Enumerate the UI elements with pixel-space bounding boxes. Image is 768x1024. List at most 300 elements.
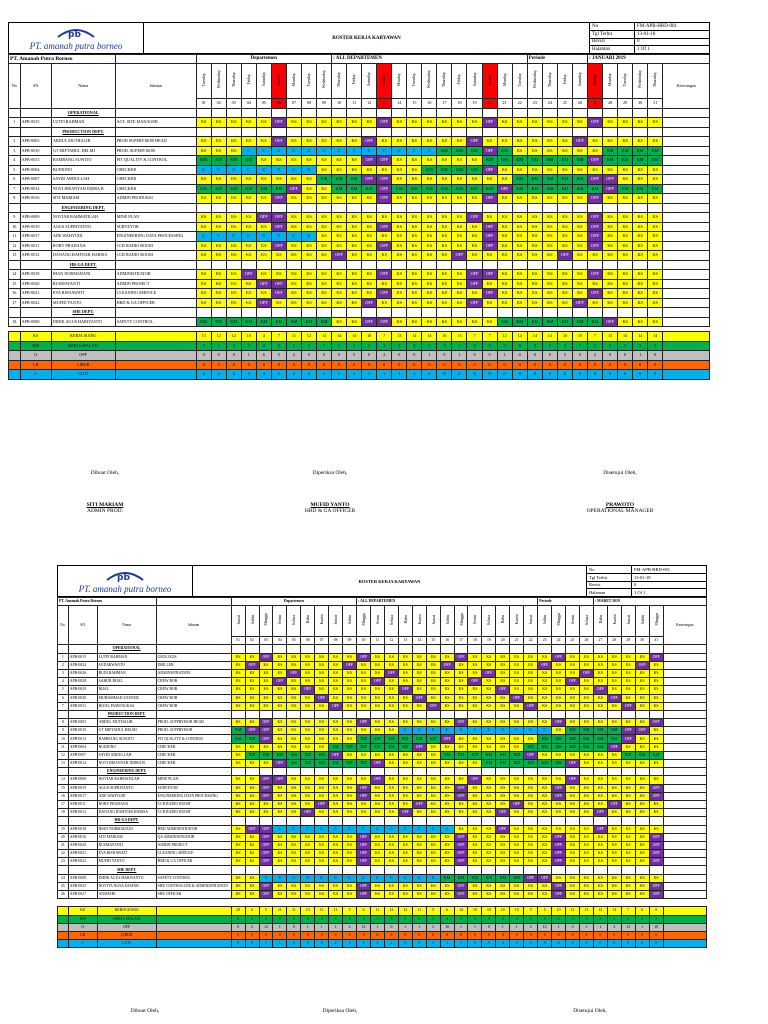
shift-cell[interactable]: KS	[603, 118, 618, 128]
shift-cell[interactable]: OFF	[467, 298, 482, 308]
shift-cell[interactable]: KM	[362, 184, 377, 194]
shift-cell[interactable]: KM	[287, 760, 301, 768]
shift-cell[interactable]: KS	[593, 874, 607, 882]
shift-cell[interactable]: KS	[301, 137, 316, 147]
shift-cell[interactable]: C	[343, 874, 357, 882]
shift-cell[interactable]: KS	[196, 213, 211, 223]
shift-cell[interactable]: KS	[542, 270, 557, 280]
shift-cell[interactable]: KS	[301, 850, 315, 858]
shift-cell[interactable]: KS	[226, 175, 241, 185]
shift-cell[interactable]: KS	[572, 194, 587, 204]
shift-cell[interactable]: KS	[440, 800, 454, 808]
shift-cell[interactable]: KS	[329, 891, 343, 899]
shift-cell[interactable]: KS	[343, 784, 357, 792]
shift-cell[interactable]: KS	[271, 175, 286, 185]
shift-cell[interactable]: KS	[538, 702, 552, 710]
shift-cell[interactable]: KS	[287, 776, 301, 784]
shift-cell[interactable]: KS	[579, 882, 593, 890]
shift-cell[interactable]: KS	[468, 850, 482, 858]
shift-cell[interactable]: KS	[621, 833, 635, 841]
shift-cell[interactable]: KS	[426, 694, 440, 702]
shift-cell[interactable]: KS	[407, 213, 422, 223]
shift-cell[interactable]: OFF	[572, 298, 587, 308]
shift-cell[interactable]: KM	[196, 317, 211, 327]
shift-cell[interactable]: OFF	[377, 118, 392, 128]
shift-cell[interactable]: KS	[407, 279, 422, 289]
shift-cell[interactable]: KS	[635, 686, 649, 694]
shift-cell[interactable]: KS	[437, 175, 452, 185]
shift-cell[interactable]: KS	[538, 678, 552, 686]
shift-cell[interactable]: KS	[538, 825, 552, 833]
shift-cell[interactable]: KM	[440, 751, 454, 759]
shift-cell[interactable]: OFF	[362, 137, 377, 147]
shift-cell[interactable]: KS	[468, 833, 482, 841]
shift-cell[interactable]: C	[426, 825, 440, 833]
shift-cell[interactable]: KS	[621, 678, 635, 686]
shift-cell[interactable]: KS	[211, 213, 226, 223]
shift-cell[interactable]: KM	[482, 156, 497, 166]
shift-cell[interactable]: KS	[315, 809, 329, 817]
shift-cell[interactable]: KS	[468, 841, 482, 849]
shift-cell[interactable]: KS	[273, 792, 287, 800]
shift-cell[interactable]: KS	[593, 760, 607, 768]
shift-cell[interactable]: KM	[347, 175, 362, 185]
shift-cell[interactable]: KS	[566, 825, 580, 833]
shift-cell[interactable]: KS	[482, 175, 497, 185]
shift-cell[interactable]: KS	[241, 213, 256, 223]
shift-cell[interactable]: OFF	[482, 118, 497, 128]
shift-cell[interactable]: KS	[259, 678, 273, 686]
shift-cell[interactable]: KS	[552, 751, 566, 759]
shift-cell[interactable]: OFF	[332, 251, 347, 261]
shift-cell[interactable]: KM	[226, 156, 241, 166]
shift-cell[interactable]: KS	[357, 776, 371, 784]
shift-cell[interactable]: KS	[332, 289, 347, 299]
shift-cell[interactable]: KS	[572, 118, 587, 128]
shift-cell[interactable]: OFF	[649, 653, 663, 661]
shift-cell[interactable]: KS	[241, 298, 256, 308]
shift-cell[interactable]: KS	[454, 686, 468, 694]
shift-cell[interactable]: KS	[437, 279, 452, 289]
shift-cell[interactable]: KS	[231, 751, 245, 759]
shift-cell[interactable]: KS	[377, 232, 392, 242]
shift-cell[interactable]: KS	[347, 232, 362, 242]
shift-cell[interactable]: OFF	[271, 213, 286, 223]
shift-cell[interactable]: KS	[357, 669, 371, 677]
shift-cell[interactable]: KS	[301, 882, 315, 890]
shift-cell[interactable]: KM	[510, 874, 524, 882]
shift-cell[interactable]: KS	[211, 241, 226, 251]
shift-cell[interactable]: KS	[557, 241, 572, 251]
shift-cell[interactable]: KS	[301, 858, 315, 866]
shift-cell[interactable]: KM	[542, 175, 557, 185]
shift-cell[interactable]: KS	[454, 694, 468, 702]
shift-cell[interactable]: KS	[392, 222, 407, 232]
shift-cell[interactable]: KS	[343, 792, 357, 800]
shift-cell[interactable]: KS	[440, 678, 454, 686]
shift-cell[interactable]: KS	[196, 279, 211, 289]
shift-cell[interactable]: KS	[618, 194, 633, 204]
shift-cell[interactable]: KS	[426, 858, 440, 866]
shift-cell[interactable]: KS	[618, 118, 633, 128]
shift-cell[interactable]: KS	[468, 809, 482, 817]
shift-cell[interactable]: KS	[496, 784, 510, 792]
shift-cell[interactable]: KS	[621, 661, 635, 669]
shift-cell[interactable]: KS	[231, 702, 245, 710]
shift-cell[interactable]: C	[301, 874, 315, 882]
shift-cell[interactable]: KS	[524, 694, 538, 702]
shift-cell[interactable]: KS	[343, 833, 357, 841]
shift-cell[interactable]: KS	[437, 241, 452, 251]
shift-cell[interactable]: KS	[467, 317, 482, 327]
shift-cell[interactable]: OFF	[454, 792, 468, 800]
shift-cell[interactable]: OFF	[271, 289, 286, 299]
shift-cell[interactable]: KM	[398, 735, 412, 743]
shift-cell[interactable]: KS	[482, 784, 496, 792]
shift-cell[interactable]: KS	[557, 222, 572, 232]
shift-cell[interactable]: OFF	[271, 241, 286, 251]
shift-cell[interactable]: KS	[579, 702, 593, 710]
shift-cell[interactable]: OFF	[377, 241, 392, 251]
shift-cell[interactable]: KS	[231, 792, 245, 800]
shift-cell[interactable]: KS	[566, 891, 580, 899]
shift-cell[interactable]: KS	[398, 833, 412, 841]
shift-cell[interactable]: KS	[245, 678, 259, 686]
shift-cell[interactable]: OFF	[259, 792, 273, 800]
shift-cell[interactable]: OFF	[357, 841, 371, 849]
shift-cell[interactable]: KS	[347, 165, 362, 175]
shift-cell[interactable]: KM	[196, 184, 211, 194]
shift-cell[interactable]: KS	[271, 156, 286, 166]
shift-cell[interactable]: KS	[557, 213, 572, 223]
shift-cell[interactable]: KS	[635, 653, 649, 661]
shift-cell[interactable]: KS	[196, 175, 211, 185]
shift-cell[interactable]: OFF	[552, 653, 566, 661]
shift-cell[interactable]: KS	[412, 858, 426, 866]
shift-cell[interactable]: KM	[512, 317, 527, 327]
shift-cell[interactable]: KS	[329, 694, 343, 702]
shift-cell[interactable]: KS	[635, 760, 649, 768]
shift-cell[interactable]: KS	[552, 809, 566, 817]
shift-cell[interactable]: KS	[231, 784, 245, 792]
shift-cell[interactable]: OFF	[271, 222, 286, 232]
shift-cell[interactable]: OFF	[286, 184, 301, 194]
shift-cell[interactable]: OFF	[621, 702, 635, 710]
shift-cell[interactable]: OFF	[482, 669, 496, 677]
shift-cell[interactable]: KS	[572, 241, 587, 251]
shift-cell[interactable]: OFF	[259, 858, 273, 866]
shift-cell[interactable]: C	[286, 232, 301, 242]
shift-cell[interactable]: KS	[371, 784, 385, 792]
shift-cell[interactable]: KS	[579, 800, 593, 808]
shift-cell[interactable]: KS	[332, 232, 347, 242]
shift-cell[interactable]: KS	[510, 735, 524, 743]
shift-cell[interactable]: KS	[621, 760, 635, 768]
shift-cell[interactable]: KS	[362, 251, 377, 261]
shift-cell[interactable]: KS	[245, 669, 259, 677]
shift-cell[interactable]: KS	[384, 833, 398, 841]
shift-cell[interactable]: KS	[398, 702, 412, 710]
shift-cell[interactable]: KS	[211, 270, 226, 280]
shift-cell[interactable]: KS	[510, 702, 524, 710]
shift-cell[interactable]: KS	[315, 882, 329, 890]
shift-cell[interactable]: KS	[412, 702, 426, 710]
shift-cell[interactable]: KS	[241, 241, 256, 251]
shift-cell[interactable]: KS	[527, 232, 542, 242]
shift-cell[interactable]: KS	[287, 719, 301, 727]
shift-cell[interactable]: KS	[468, 719, 482, 727]
shift-cell[interactable]: KS	[633, 175, 648, 185]
shift-cell[interactable]: KS	[392, 317, 407, 327]
shift-cell[interactable]: OFF	[273, 678, 287, 686]
shift-cell[interactable]: OFF	[259, 727, 273, 735]
shift-cell[interactable]: KM	[482, 760, 496, 768]
shift-cell[interactable]: KS	[301, 653, 315, 661]
shift-cell[interactable]: KM	[437, 146, 452, 156]
shift-cell[interactable]: KS	[245, 841, 259, 849]
shift-cell[interactable]: KS	[633, 194, 648, 204]
shift-cell[interactable]: KS	[496, 661, 510, 669]
shift-cell[interactable]: KS	[301, 661, 315, 669]
shift-cell[interactable]: KS	[231, 882, 245, 890]
shift-cell[interactable]: KS	[343, 800, 357, 808]
shift-cell[interactable]: KS	[437, 137, 452, 147]
shift-cell[interactable]: KS	[422, 118, 437, 128]
shift-cell[interactable]: KS	[287, 841, 301, 849]
shift-cell[interactable]: KS	[371, 800, 385, 808]
shift-cell[interactable]: KS	[362, 194, 377, 204]
shift-cell[interactable]: KS	[273, 686, 287, 694]
shift-cell[interactable]: KS	[440, 694, 454, 702]
shift-cell[interactable]: KS	[452, 222, 467, 232]
shift-cell[interactable]: KM	[259, 751, 273, 759]
shift-cell[interactable]: KS	[633, 298, 648, 308]
shift-cell[interactable]: KS	[287, 784, 301, 792]
shift-cell[interactable]: OFF	[454, 841, 468, 849]
shift-cell[interactable]: OFF	[377, 317, 392, 327]
shift-cell[interactable]: OFF	[593, 825, 607, 833]
shift-cell[interactable]: KS	[245, 760, 259, 768]
shift-cell[interactable]: KS	[315, 891, 329, 899]
shift-cell[interactable]: KS	[347, 194, 362, 204]
shift-cell[interactable]: KS	[496, 694, 510, 702]
shift-cell[interactable]: KS	[392, 232, 407, 242]
shift-cell[interactable]: KS	[273, 784, 287, 792]
shift-cell[interactable]: KS	[259, 809, 273, 817]
shift-cell[interactable]: KS	[329, 719, 343, 727]
shift-cell[interactable]: KS	[273, 727, 287, 735]
shift-cell[interactable]: KS	[648, 289, 663, 299]
shift-cell[interactable]: KS	[482, 776, 496, 784]
shift-cell[interactable]: OFF	[552, 784, 566, 792]
shift-cell[interactable]: KS	[454, 809, 468, 817]
shift-cell[interactable]: KS	[245, 719, 259, 727]
shift-cell[interactable]: KS	[332, 165, 347, 175]
shift-cell[interactable]: KS	[398, 751, 412, 759]
shift-cell[interactable]: KS	[621, 743, 635, 751]
shift-cell[interactable]: KS	[426, 784, 440, 792]
shift-cell[interactable]: KS	[648, 241, 663, 251]
shift-cell[interactable]: OFF	[357, 882, 371, 890]
shift-cell[interactable]: KS	[329, 809, 343, 817]
shift-cell[interactable]: OFF	[649, 719, 663, 727]
shift-cell[interactable]: KS	[621, 719, 635, 727]
shift-cell[interactable]: KM	[301, 317, 316, 327]
shift-cell[interactable]: KM	[648, 184, 663, 194]
shift-cell[interactable]: KS	[259, 661, 273, 669]
shift-cell[interactable]: C	[377, 146, 392, 156]
shift-cell[interactable]: KS	[552, 694, 566, 702]
shift-cell[interactable]: KS	[347, 222, 362, 232]
shift-cell[interactable]: KS	[231, 858, 245, 866]
shift-cell[interactable]: OFF	[566, 776, 580, 784]
shift-cell[interactable]: KS	[273, 809, 287, 817]
shift-cell[interactable]: KS	[621, 792, 635, 800]
shift-cell[interactable]: KS	[426, 833, 440, 841]
shift-cell[interactable]: KS	[440, 850, 454, 858]
shift-cell[interactable]: KS	[343, 850, 357, 858]
shift-cell[interactable]: KS	[329, 776, 343, 784]
shift-cell[interactable]: KS	[286, 298, 301, 308]
shift-cell[interactable]: OFF	[377, 184, 392, 194]
shift-cell[interactable]: KS	[329, 858, 343, 866]
shift-cell[interactable]: KS	[392, 175, 407, 185]
shift-cell[interactable]: KS	[593, 751, 607, 759]
shift-cell[interactable]: KS	[412, 784, 426, 792]
shift-cell[interactable]: C	[287, 874, 301, 882]
shift-cell[interactable]: KM	[437, 184, 452, 194]
shift-cell[interactable]: KM	[557, 156, 572, 166]
shift-cell[interactable]: KS	[392, 194, 407, 204]
shift-cell[interactable]: OFF	[398, 809, 412, 817]
shift-cell[interactable]: KS	[343, 669, 357, 677]
shift-cell[interactable]: C	[273, 825, 287, 833]
shift-cell[interactable]: KS	[593, 841, 607, 849]
shift-cell[interactable]: KS	[497, 194, 512, 204]
shift-cell[interactable]: C	[510, 727, 524, 735]
shift-cell[interactable]: KM	[467, 146, 482, 156]
shift-cell[interactable]: KM	[512, 184, 527, 194]
shift-cell[interactable]: KS	[467, 241, 482, 251]
shift-cell[interactable]: KS	[377, 137, 392, 147]
shift-cell[interactable]: KS	[329, 653, 343, 661]
shift-cell[interactable]: KS	[468, 784, 482, 792]
shift-cell[interactable]: KS	[256, 194, 271, 204]
shift-cell[interactable]: KS	[527, 298, 542, 308]
shift-cell[interactable]: KS	[635, 792, 649, 800]
shift-cell[interactable]: KS	[524, 735, 538, 743]
shift-cell[interactable]: KS	[315, 678, 329, 686]
shift-cell[interactable]: KS	[440, 743, 454, 751]
shift-cell[interactable]: KS	[287, 661, 301, 669]
shift-cell[interactable]: OFF	[315, 694, 329, 702]
shift-cell[interactable]: KS	[497, 251, 512, 261]
shift-cell[interactable]: OFF	[497, 184, 512, 194]
shift-cell[interactable]: KS	[593, 784, 607, 792]
shift-cell[interactable]: KS	[579, 719, 593, 727]
shift-cell[interactable]: KS	[454, 760, 468, 768]
shift-cell[interactable]: KS	[317, 251, 332, 261]
shift-cell[interactable]: KS	[398, 784, 412, 792]
shift-cell[interactable]: KM	[440, 874, 454, 882]
shift-cell[interactable]: KS	[566, 874, 580, 882]
shift-cell[interactable]: KS	[422, 175, 437, 185]
shift-cell[interactable]: KS	[301, 222, 316, 232]
shift-cell[interactable]: KS	[566, 694, 580, 702]
shift-cell[interactable]: KS	[377, 213, 392, 223]
shift-cell[interactable]: KS	[256, 175, 271, 185]
shift-cell[interactable]: KM	[527, 175, 542, 185]
shift-cell[interactable]: OFF	[510, 800, 524, 808]
shift-cell[interactable]: KS	[482, 279, 497, 289]
shift-cell[interactable]: C	[398, 727, 412, 735]
shift-cell[interactable]: KS	[618, 137, 633, 147]
shift-cell[interactable]: OFF	[572, 137, 587, 147]
shift-cell[interactable]: KS	[468, 694, 482, 702]
shift-cell[interactable]: KS	[301, 156, 316, 166]
shift-cell[interactable]: KS	[542, 251, 557, 261]
shift-cell[interactable]: KS	[649, 760, 663, 768]
shift-cell[interactable]: KS	[245, 833, 259, 841]
shift-cell[interactable]: KS	[231, 653, 245, 661]
shift-cell[interactable]: KS	[452, 194, 467, 204]
shift-cell[interactable]: KS	[412, 809, 426, 817]
shift-cell[interactable]: KS	[607, 809, 621, 817]
shift-cell[interactable]: KM	[572, 175, 587, 185]
shift-cell[interactable]: KS	[510, 850, 524, 858]
shift-cell[interactable]: KS	[542, 146, 557, 156]
shift-cell[interactable]: KS	[512, 213, 527, 223]
shift-cell[interactable]: KS	[412, 760, 426, 768]
shift-cell[interactable]: KS	[593, 669, 607, 677]
shift-cell[interactable]: C	[426, 874, 440, 882]
shift-cell[interactable]: KS	[412, 751, 426, 759]
shift-cell[interactable]: KS	[552, 800, 566, 808]
shift-cell[interactable]: KS	[245, 792, 259, 800]
shift-cell[interactable]: KS	[603, 270, 618, 280]
shift-cell[interactable]: KM	[579, 727, 593, 735]
shift-cell[interactable]: KS	[426, 686, 440, 694]
shift-cell[interactable]: KM	[407, 184, 422, 194]
shift-cell[interactable]: KS	[412, 850, 426, 858]
shift-cell[interactable]: KS	[347, 156, 362, 166]
shift-cell[interactable]: C	[371, 825, 385, 833]
shift-cell[interactable]: OFF	[259, 850, 273, 858]
shift-cell[interactable]: KS	[635, 850, 649, 858]
shift-cell[interactable]: KS	[426, 653, 440, 661]
shift-cell[interactable]: OFF	[440, 735, 454, 743]
shift-cell[interactable]: KS	[593, 719, 607, 727]
shift-cell[interactable]: KS	[566, 702, 580, 710]
shift-cell[interactable]: KS	[510, 678, 524, 686]
shift-cell[interactable]: OFF	[593, 686, 607, 694]
shift-cell[interactable]: KS	[467, 222, 482, 232]
shift-cell[interactable]: KM	[422, 184, 437, 194]
shift-cell[interactable]: KS	[496, 743, 510, 751]
shift-cell[interactable]: KS	[557, 298, 572, 308]
shift-cell[interactable]: OFF	[482, 289, 497, 299]
shift-cell[interactable]: KS	[317, 298, 332, 308]
shift-cell[interactable]: OFF	[607, 694, 621, 702]
shift-cell[interactable]: KS	[407, 298, 422, 308]
shift-cell[interactable]: KS	[371, 686, 385, 694]
shift-cell[interactable]: KS	[273, 653, 287, 661]
shift-cell[interactable]: KS	[384, 800, 398, 808]
shift-cell[interactable]: KS	[566, 809, 580, 817]
shift-cell[interactable]: KS	[332, 241, 347, 251]
shift-cell[interactable]: KS	[371, 858, 385, 866]
shift-cell[interactable]: OFF	[468, 678, 482, 686]
